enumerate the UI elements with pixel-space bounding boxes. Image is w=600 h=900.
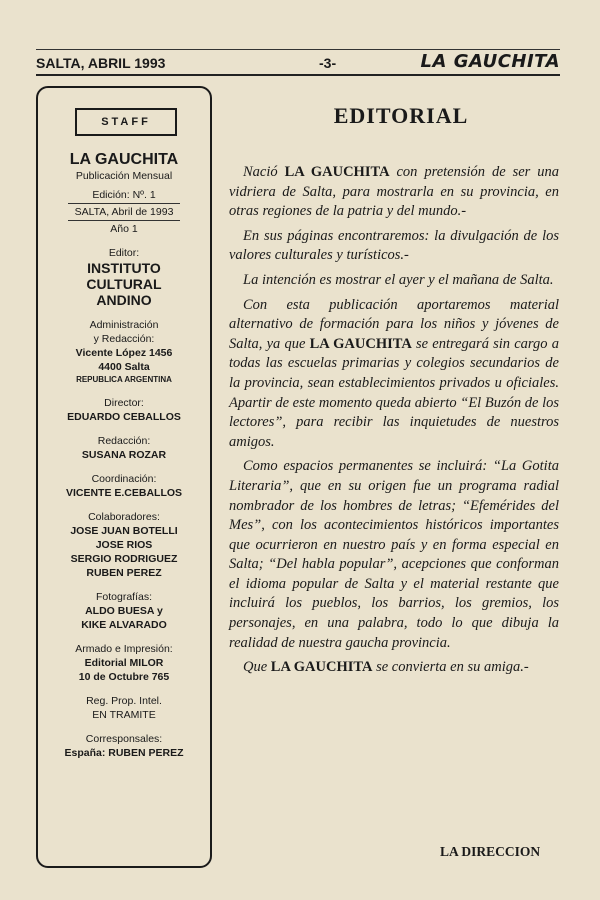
redaccion-name: SUSANA ROZAR xyxy=(81,449,167,461)
page-number: -3- xyxy=(319,55,337,71)
edition-year: Año 1 xyxy=(110,223,138,235)
director-label: Director: xyxy=(104,397,144,409)
fotografo-name: KIKE ALVARADO xyxy=(81,619,167,631)
fotografo-name: ALDO BUESA y xyxy=(85,605,163,617)
editorial-signature: LA DIRECCION xyxy=(440,844,541,859)
corresponsales-value: España: RUBEN PEREZ xyxy=(64,747,184,759)
publication-subtitle: Publicación Mensual xyxy=(75,170,173,182)
divider xyxy=(68,220,180,221)
page-header xyxy=(36,52,560,74)
editor-line: INSTITUTO xyxy=(87,260,161,276)
editorial-title: EDITORIAL xyxy=(333,103,469,128)
registro-value: EN TRAMITE xyxy=(92,709,156,721)
corresponsales-label: Corresponsales: xyxy=(85,733,163,745)
editorial-paragraph: Con esta publicación aportaremos material alternativo de formación para los niños y jóvenes de Salta, ya que LA GAUCHITA se entregará sin cargo a todas las escuelas primarias y colegios secundarios de la provincia, sean establecimientos privados u oficiales. Apartir de este momento queda abierto “El Buzón de los lectores”, para recibir las inquietudes de nuestros amigos. xyxy=(229,296,559,450)
editorial-paragraph: En sus páginas encontraremos: la divulgación de los valores culturales y turísticos.- xyxy=(229,227,559,264)
armado-line: 10 de Octubre 765 xyxy=(78,671,170,683)
header-bottom-rule xyxy=(36,74,560,76)
fotografias-label: Fotografías: xyxy=(95,591,153,603)
coordinacion-label: Coordinación: xyxy=(91,473,157,485)
editorial-paragraph: Como espacios permanentes se incluirá: “La Gotita Literaria”, que en su origen fue un programa radial nombrador de los hombres de letras; “Efemérides del Mes”, con los acontecimientos históricos importantes que ocurrieron en nuestro país y en forma especial en Salta; “Del habla popular”, acepciones que conforman el idioma popular de Salta y el material restante que incluirá los pueblos, los barrios, los gremios, los personajes, en una palabra, todo lo que dibuja la realidad de nuestra gaucha provincia. xyxy=(229,458,559,651)
colaborador-name: JOSE RIOS xyxy=(95,539,153,551)
staff-content xyxy=(38,150,210,760)
colaborador-name: JOSE JUAN BOTELLI xyxy=(70,525,178,537)
admin-label: y Redacción: xyxy=(93,333,155,345)
address-line: Vicente López 1456 xyxy=(75,347,173,359)
country: REPUBLICA ARGENTINA xyxy=(76,375,172,384)
armado-label: Armado e Impresión: xyxy=(75,643,173,655)
header-date: SALTA, ABRIL 1993 xyxy=(36,55,166,71)
staff-badge: STAFF xyxy=(75,108,177,136)
coordinacion-name: VICENTE E.CEBALLOS xyxy=(65,487,183,499)
admin-label: Administración xyxy=(89,319,159,331)
publication-title: LA GAUCHITA xyxy=(69,151,179,168)
edition-date: SALTA, Abril de 1993 xyxy=(74,206,174,218)
colaborador-name: SERGIO RODRIGUEZ xyxy=(70,553,178,565)
editorial-paragraph: Que LA GAUCHITA se convierta en su amiga.- xyxy=(243,659,529,676)
colaboradores-label: Colaboradores: xyxy=(88,511,160,523)
director-name: EDUARDO CEBALLOS xyxy=(67,411,181,423)
editor-line: ANDINO xyxy=(96,292,152,308)
editorial-paragraph: La intención es mostrar el ayer y el mañana de Salta. xyxy=(243,271,554,288)
colaborador-name: RUBEN PEREZ xyxy=(86,567,162,579)
header-top-rule xyxy=(36,49,560,50)
edition-number: Edición: Nº. 1 xyxy=(92,189,156,201)
masthead-logo: LA GAUCHITA xyxy=(420,51,560,72)
editor-line: CULTURAL xyxy=(86,276,162,292)
editorial-paragraph: Nació LA GAUCHITA con pretensión de ser una vidriera de Salta, para mostrarla en su provincia, en otras regiones de la patria y del mundo.- xyxy=(229,164,559,220)
address-line: 4400 Salta xyxy=(98,361,150,373)
staff-box xyxy=(36,86,212,868)
editor-label: Editor: xyxy=(108,247,140,259)
divider xyxy=(68,203,180,204)
registro-label: Reg. Prop. Intel. xyxy=(86,695,162,707)
armado-line: Editorial MILOR xyxy=(84,657,164,669)
editorial-body xyxy=(229,163,559,683)
redaccion-label: Redacción: xyxy=(97,435,151,447)
